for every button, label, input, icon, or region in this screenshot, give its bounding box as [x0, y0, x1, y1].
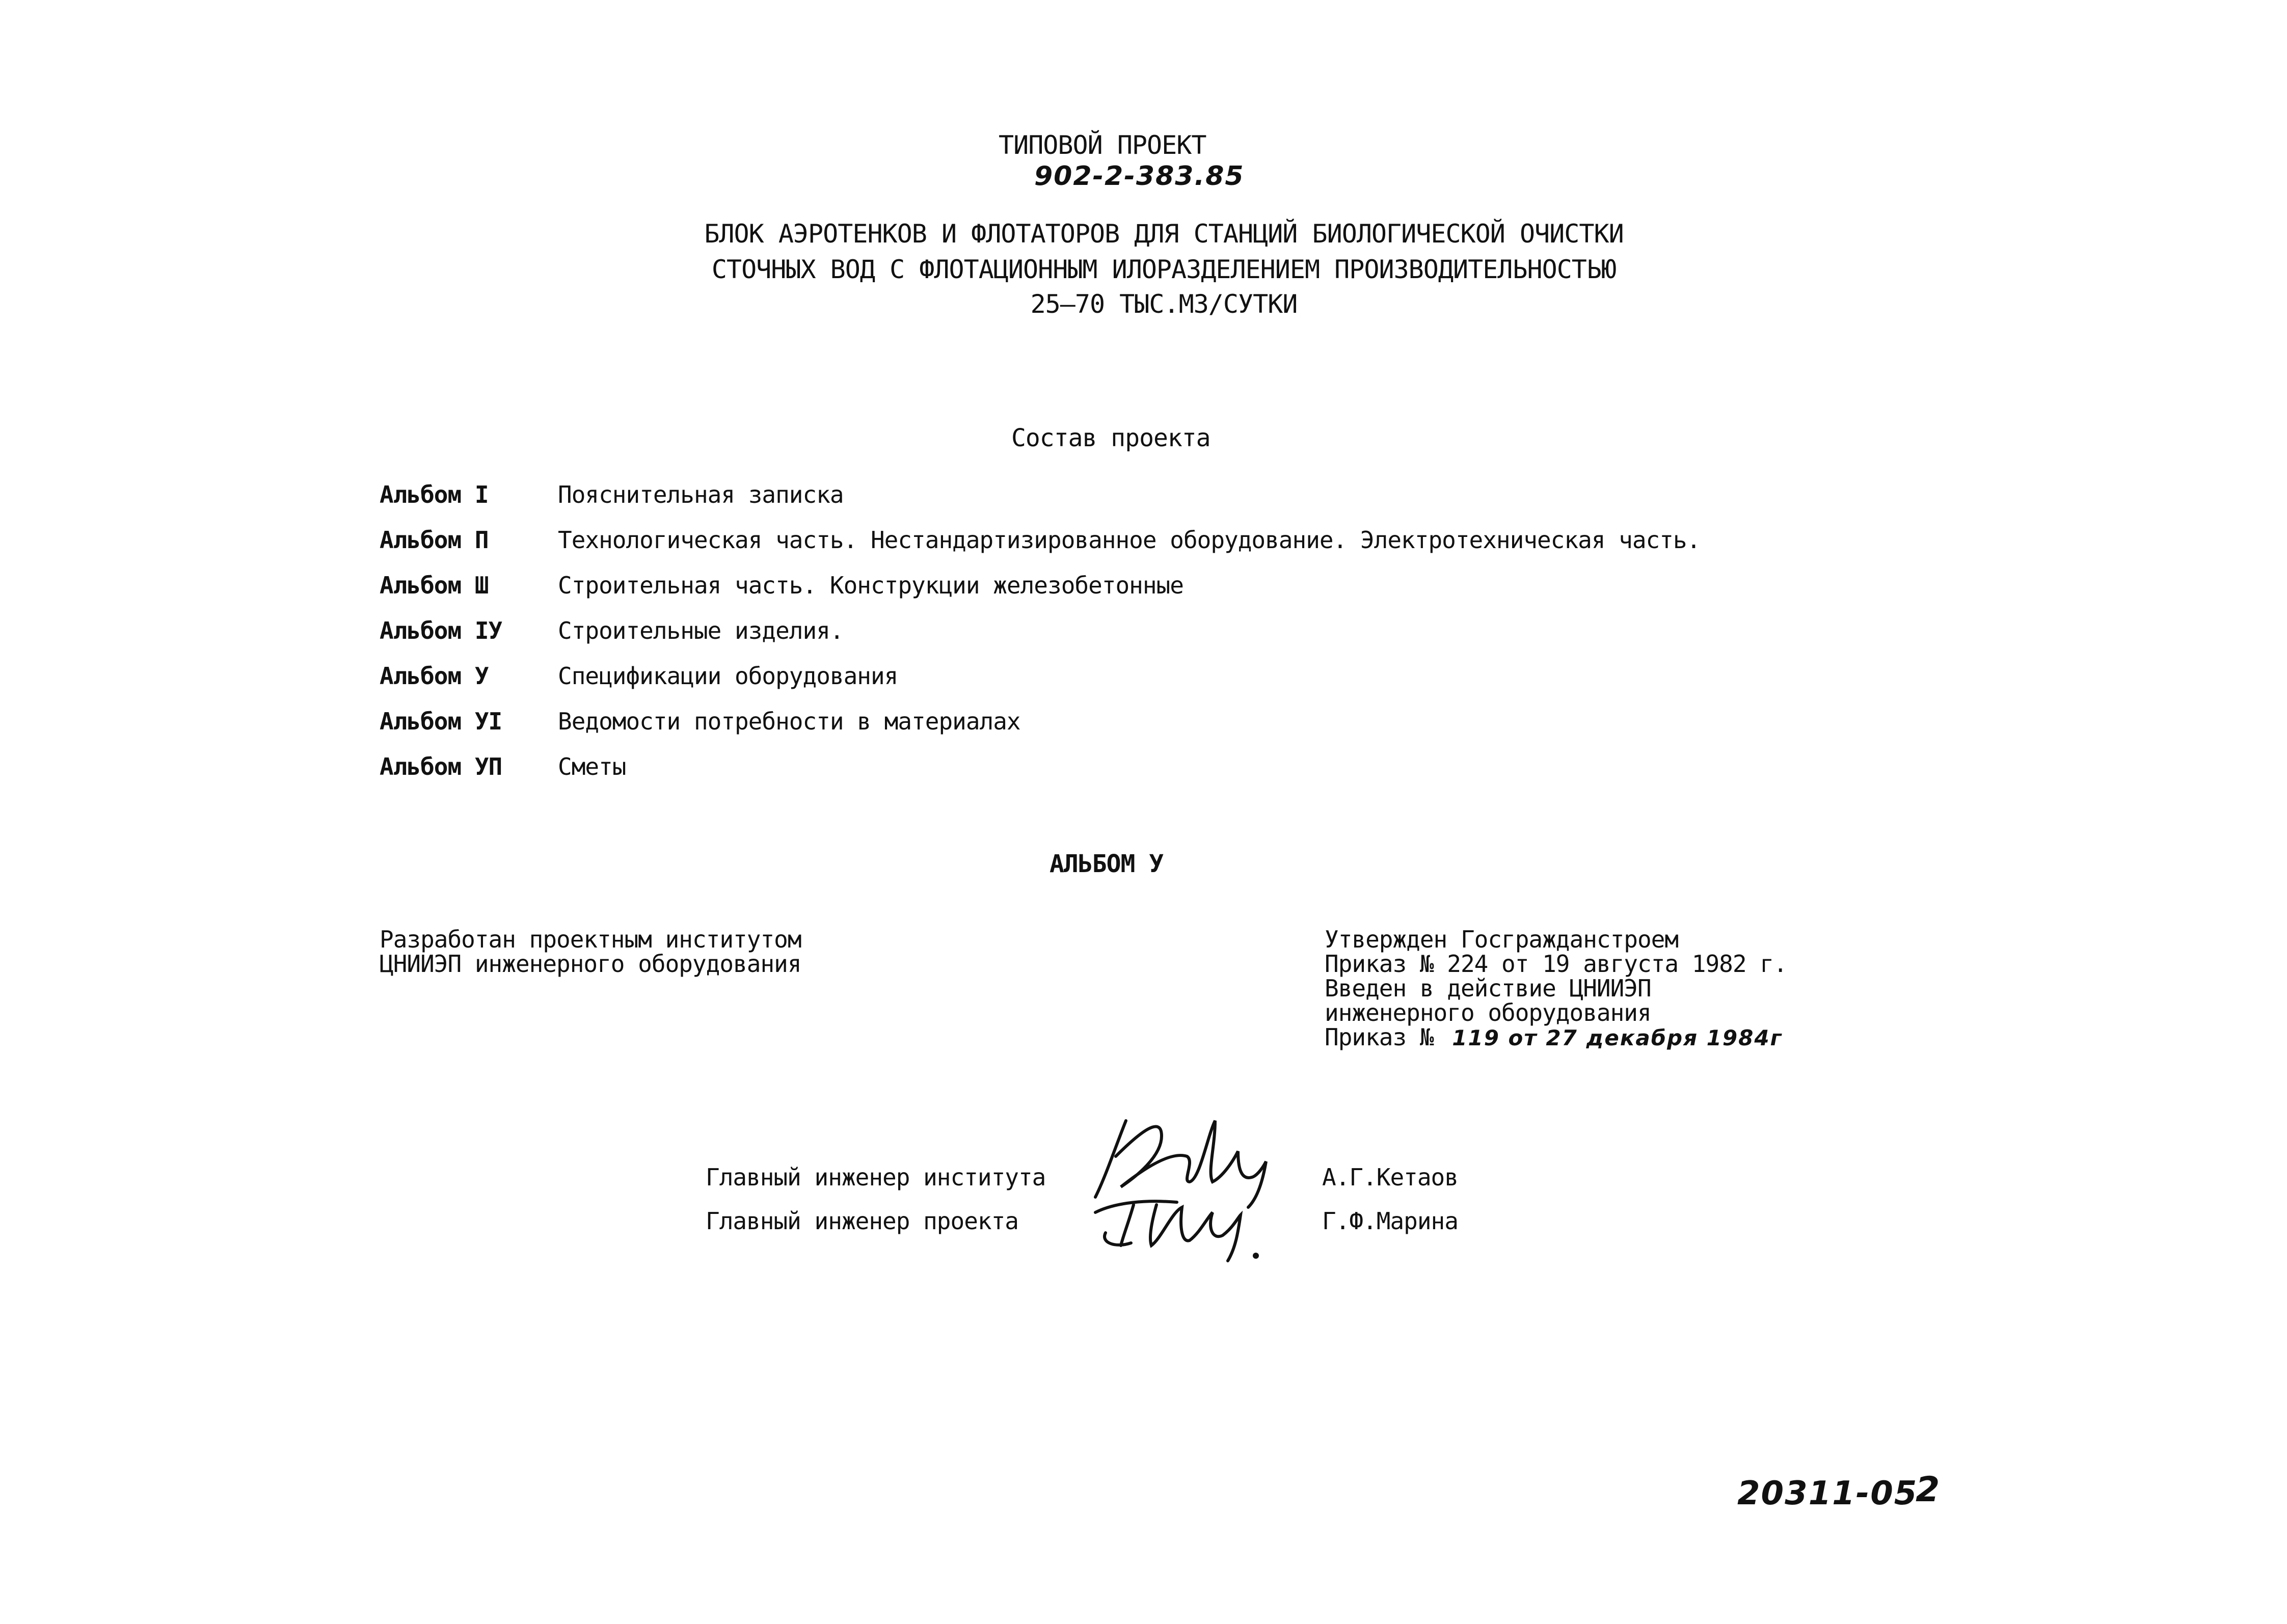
- approval-order-prefix: Приказ №: [1325, 1023, 1434, 1051]
- archive-mark: 2: [1916, 1470, 1941, 1510]
- album-description: Ведомости потребности в материалах: [558, 708, 1020, 735]
- project-number: 902-2-383.85: [1034, 161, 1245, 192]
- project-title-line-2: СТОЧНЫХ ВОД С ФЛОТАЦИОННЫМ ИЛОРАЗДЕЛЕНИЕМ ПРОИЗВОДИТЕЛЬНОСТЬЮ: [711, 255, 1617, 284]
- document-type-heading: ТИПОВОЙ ПРОЕКТ: [999, 130, 1206, 160]
- album-description: Строительные изделия.: [558, 617, 844, 644]
- album-label: Альбом УП: [380, 753, 502, 780]
- current-album-title: АЛЬБОМ У: [1050, 850, 1164, 878]
- album-description: Сметы: [558, 753, 626, 780]
- signature-role: Главный инженер института: [706, 1163, 1046, 1191]
- archive-number: 20311-05: [1737, 1475, 1918, 1512]
- signature-role: Главный инженер проекта: [706, 1207, 1018, 1235]
- album-label: Альбом У: [380, 662, 489, 690]
- approval-line: Введен в действие ЦНИИЭП: [1325, 975, 1651, 1002]
- composition-heading: Состав проекта: [1011, 424, 1210, 452]
- approval-line: Приказ № 224 от 19 августа 1982 г.: [1325, 950, 1787, 978]
- approval-block: [1325, 927, 1787, 1050]
- approval-line: инженерного оборудования: [1325, 999, 1651, 1026]
- album-label: Альбом I: [380, 481, 489, 508]
- album-label: Альбом УI: [380, 708, 502, 735]
- project-title-line-1: БЛОК АЭРОТЕНКОВ И ФЛОТАТОРОВ ДЛЯ СТАНЦИЙ БИОЛОГИЧЕСКОЙ ОЧИСТКИ: [704, 219, 1624, 249]
- album-description: Строительная часть. Конструкции железобетонные: [558, 572, 1183, 599]
- project-title-line-3: 25–70 ТЫС.М3/СУТКИ: [1030, 289, 1298, 319]
- developer-line: ЦНИИЭП инженерного оборудования: [380, 950, 801, 978]
- handwritten-signature-2: [1085, 1177, 1289, 1268]
- album-description: Спецификации оборудования: [558, 662, 898, 690]
- album-description: Пояснительная записка: [558, 481, 844, 508]
- album-label: Альбом П: [380, 526, 489, 554]
- approval-line: Утвержден Госгражданстроем: [1325, 926, 1679, 953]
- album-label: Альбом IУ: [380, 617, 502, 644]
- signature-name: А.Г.Кетаов: [1322, 1163, 1458, 1191]
- album-description: Технологическая часть. Нестандартизированное оборудование. Электротехническая часть.: [558, 526, 1701, 554]
- developer-line: Разработан проектным институтом: [380, 926, 801, 953]
- approval-order-handwritten: 119 от 27 декабря 1984г: [1452, 1025, 1783, 1050]
- developer-block: [380, 927, 801, 976]
- album-label: Альбом Ш: [380, 572, 489, 599]
- approval-order-line: [1325, 1025, 1787, 1050]
- signature-name: Г.Ф.Марина: [1322, 1207, 1458, 1235]
